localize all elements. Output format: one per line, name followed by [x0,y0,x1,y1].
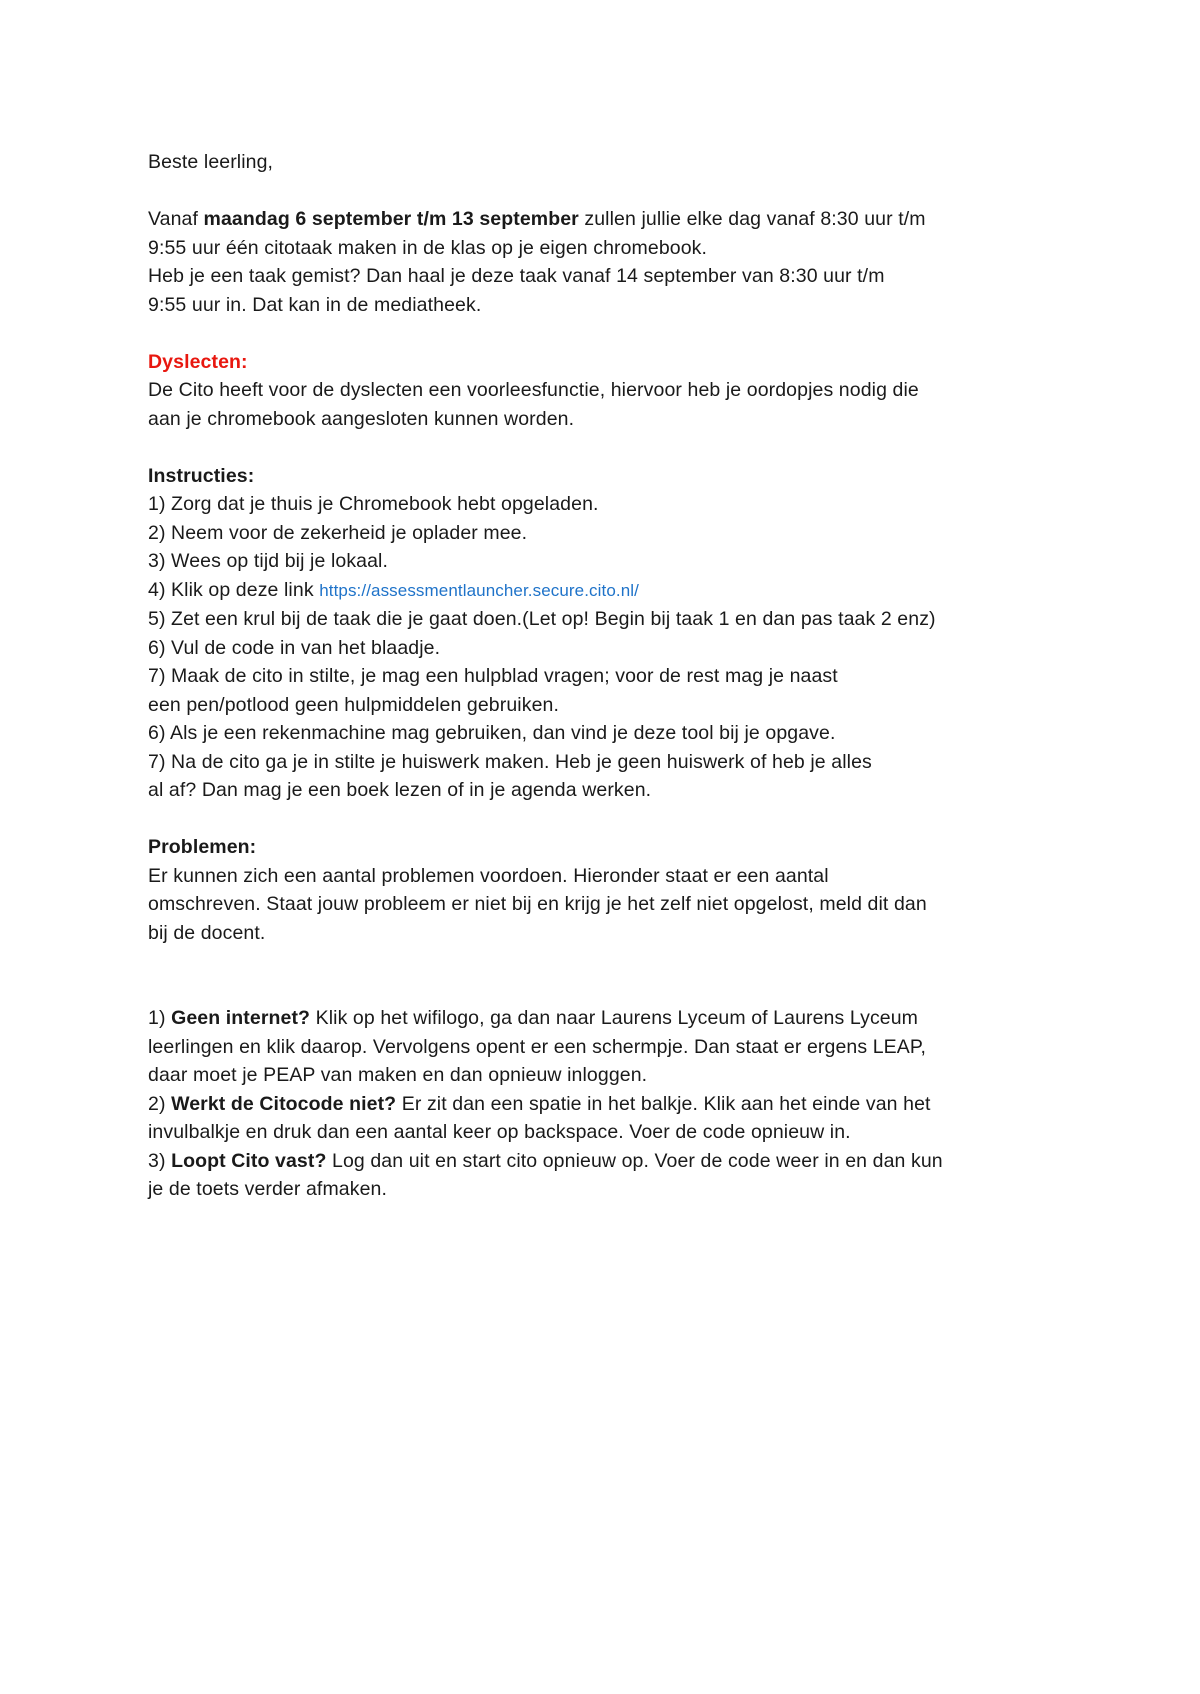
issue-item-cont: daar moet je PEAP van maken en dan opnieuw inloggen. [148,1064,648,1086]
instructies-section [148,462,1068,805]
intro-line-4: 9:55 uur in. Dat kan in de mediatheek. [148,293,482,316]
issue-item [148,1004,1068,1033]
issue-item-cont: je de toets verder afmaken. [148,1178,387,1200]
dyslecten-section [148,348,1068,434]
instruction-item-cont: al af? Dan mag je een boek lezen of in je agenda werken. [148,779,652,801]
instruction-item: 6) Als je een rekenmachine mag gebruiken, dan vind je deze tool bij je opgave. [148,722,836,744]
intro-line-2: 9:55 uur één citotaak maken in de klas op je eigen chromebook. [148,236,708,259]
issues-list [148,1004,1068,1204]
instruction-item-cont: een pen/potlood geen hulpmiddelen gebruiken. [148,693,559,716]
issue-item-cont: leerlingen en klik daarop. Vervolgens opent er een schermpje. Dan staat er ergens LEAP, [148,1035,926,1058]
instruction-item: 3) Wees op tijd bij je lokaal. [148,550,389,572]
problemen-line-2: omschreven. Staat jouw probleem er niet bij en krijg je het zelf niet opgelost, meld dit dan [148,893,927,915]
issue-text: Log dan uit en start cito opnieuw op. Voer de code weer in en dan kun [326,1149,943,1172]
intro-line-1 [148,205,1068,234]
intro-paragraph [148,205,1068,319]
issue-number: 2) [148,1092,172,1115]
issue-item-cont: invulbalkje en druk dan een aantal keer op backspace. Voer de code opnieuw in. [148,1121,851,1143]
instruction-item [148,576,1068,606]
instruction-item: 2) Neem voor de zekerheid je oplader mee. [148,521,528,544]
issue-text: Klik op het wifilogo, ga dan naar Laurens Lyceum of Laurens Lyceum [310,1007,919,1029]
problemen-line-3: bij de docent. [148,921,266,944]
greeting: Beste leerling, [148,151,274,173]
issue-item [148,1147,1068,1176]
issue-item [148,1090,1068,1119]
problemen-line-1: Er kunnen zich een aantal problemen voordoen. Hieronder staat er een aantal [148,864,829,887]
instruction-item: 1) Zorg dat je thuis je Chromebook hebt opgeladen. [148,493,599,515]
instruction-item: 7) Maak de cito in stilte, je mag een hulpblad vragen; voor de rest mag je naast [148,665,838,687]
issue-number: 1) [148,1007,172,1029]
intro-text: zullen jullie elke dag vanaf 8:30 uur t/m [578,208,926,230]
issue-text: Er zit dan een spatie in het balkje. Klik aan het einde van het [396,1092,931,1115]
instruction-item: 5) Zet een krul bij de taak die je gaat doen.(Let op! Begin bij taak 1 en dan pas taak 2 enz) [148,608,936,630]
problemen-heading: Problemen: [148,836,257,858]
intro-date-range: maandag 6 september t/m 13 september [203,208,579,230]
cito-link[interactable]: https://assessmentlauncher.secure.cito.nl/ [319,580,639,600]
instructies-heading: Instructies: [148,464,255,487]
issue-title: Werkt de Citocode niet? [171,1092,397,1115]
dyslecten-line-1: De Cito heeft voor de dyslecten een voorleesfunctie, hiervoor heb je oordopjes nodig die [148,379,919,401]
issue-title: Geen internet? [171,1007,311,1029]
dyslecten-heading: Dyslecten: [148,350,248,373]
issue-number: 3) [148,1149,172,1172]
intro-line-3: Heb je een taak gemist? Dan haal je deze taak vanaf 14 september van 8:30 uur t/m [148,265,885,287]
problemen-section [148,833,1068,947]
letter-body [148,148,1068,1204]
instruction-item: 7) Na de cito ga je in stilte je huiswerk maken. Heb je geen huiswerk of heb je alles [148,750,872,773]
instruction-item: 6) Vul de code in van het blaadje. [148,636,441,659]
dyslecten-line-2: aan je chromebook aangesloten kunnen worden. [148,407,575,430]
instruction-text: 4) Klik op deze link [148,578,320,601]
issue-title: Loopt Cito vast? [171,1149,327,1172]
intro-text: Vanaf [148,208,204,230]
